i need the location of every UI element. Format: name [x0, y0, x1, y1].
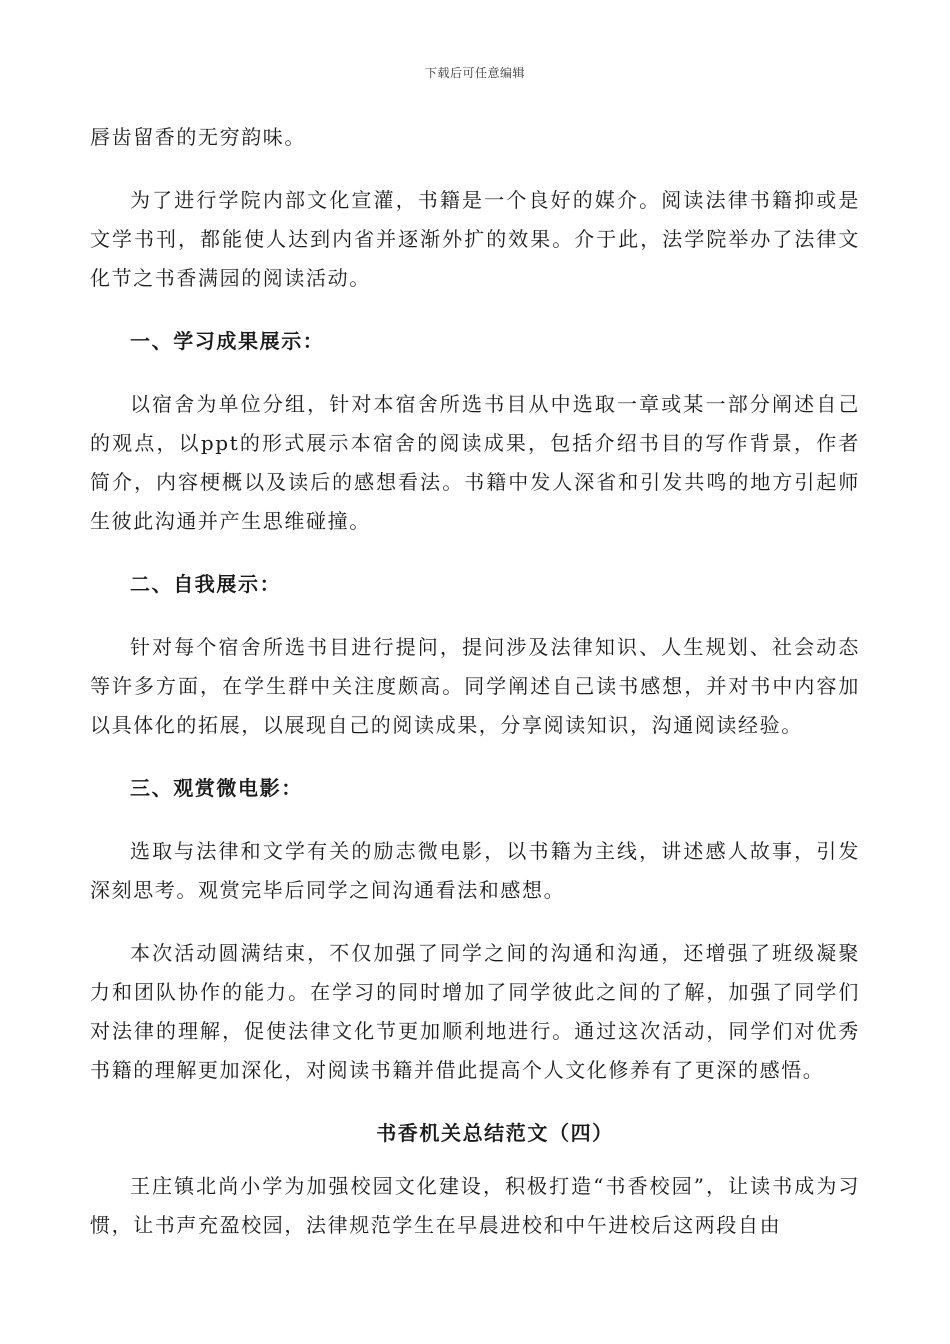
paragraph-intro: 为了进行学院内部文化宣灌，书籍是一个良好的媒介。阅读法律书籍抑或是文学书刊，都能使人达到内省并逐渐外扩的效果。介于此，法学院举办了法律文化节之书香满园的阅读活动。 [90, 188, 860, 290]
section-heading-2: 二、自我展示： [130, 572, 282, 596]
document-title: 书香机关总结范文（四） [376, 1121, 614, 1145]
section-heading-3: 三、观赏微电影： [130, 776, 303, 800]
paragraph-study-results: 以宿舍为单位分组，针对本宿舍所选书目从中选取一章或某一部分阐述自己的观点，以ppt的形式展示本宿舍的阅读成果，包括介绍书目的写作背景，作者简介，内容梗概以及读后的感想看法。书籍中发人深省和引发共鸣的地方引起师生彼此沟通并产生思维碰撞。 [90, 392, 860, 533]
paragraph-micro-film: 选取与法律和文学有关的励志微电影，以书籍为主线，讲述感人故事，引发深刻思考。观赏完毕后同学之间沟通看法和感想。 [90, 839, 860, 902]
paragraph-conclusion: 本次活动圆满结束，不仅加强了同学之间的沟通和沟通，还增强了班级凝聚力和团队协作的能力。在学习的同时增加了同学彼此之间的了解，加强了同学们对法律的理解，促使法律文化节更加顺利地进行。通过这次活动，同学们对优秀书籍的理解更加深化，对阅读书籍并借此提高个人文化修养有了更深的感悟。 [90, 941, 860, 1082]
paragraph-self-display: 针对每个宿舍所选书目进行提问，提问涉及法律知识、人生规划、社会动态等许多方面，在学生群中关注度颇高。同学阐述自己读书感想，并对书中内容加以具体化的拓展，以展现自己的阅读成果，分享阅读知识，沟通阅读经验。 [90, 635, 860, 737]
paragraph-school-intro: 王庄镇北尚小学为加强校园文化建设，积极打造“书香校园”，让读书成为习惯，让书声充盈校园，法律规范学生在早晨进校和中午进校后这两段自由 [90, 1174, 860, 1237]
paragraph-continuation: 唇齿留香的无穷韵味。 [90, 125, 306, 149]
header-note: 下载后可任意编辑 [424, 66, 525, 80]
section-heading-1: 一、学习成果展示： [130, 329, 325, 353]
document-body [90, 118, 860, 1245]
